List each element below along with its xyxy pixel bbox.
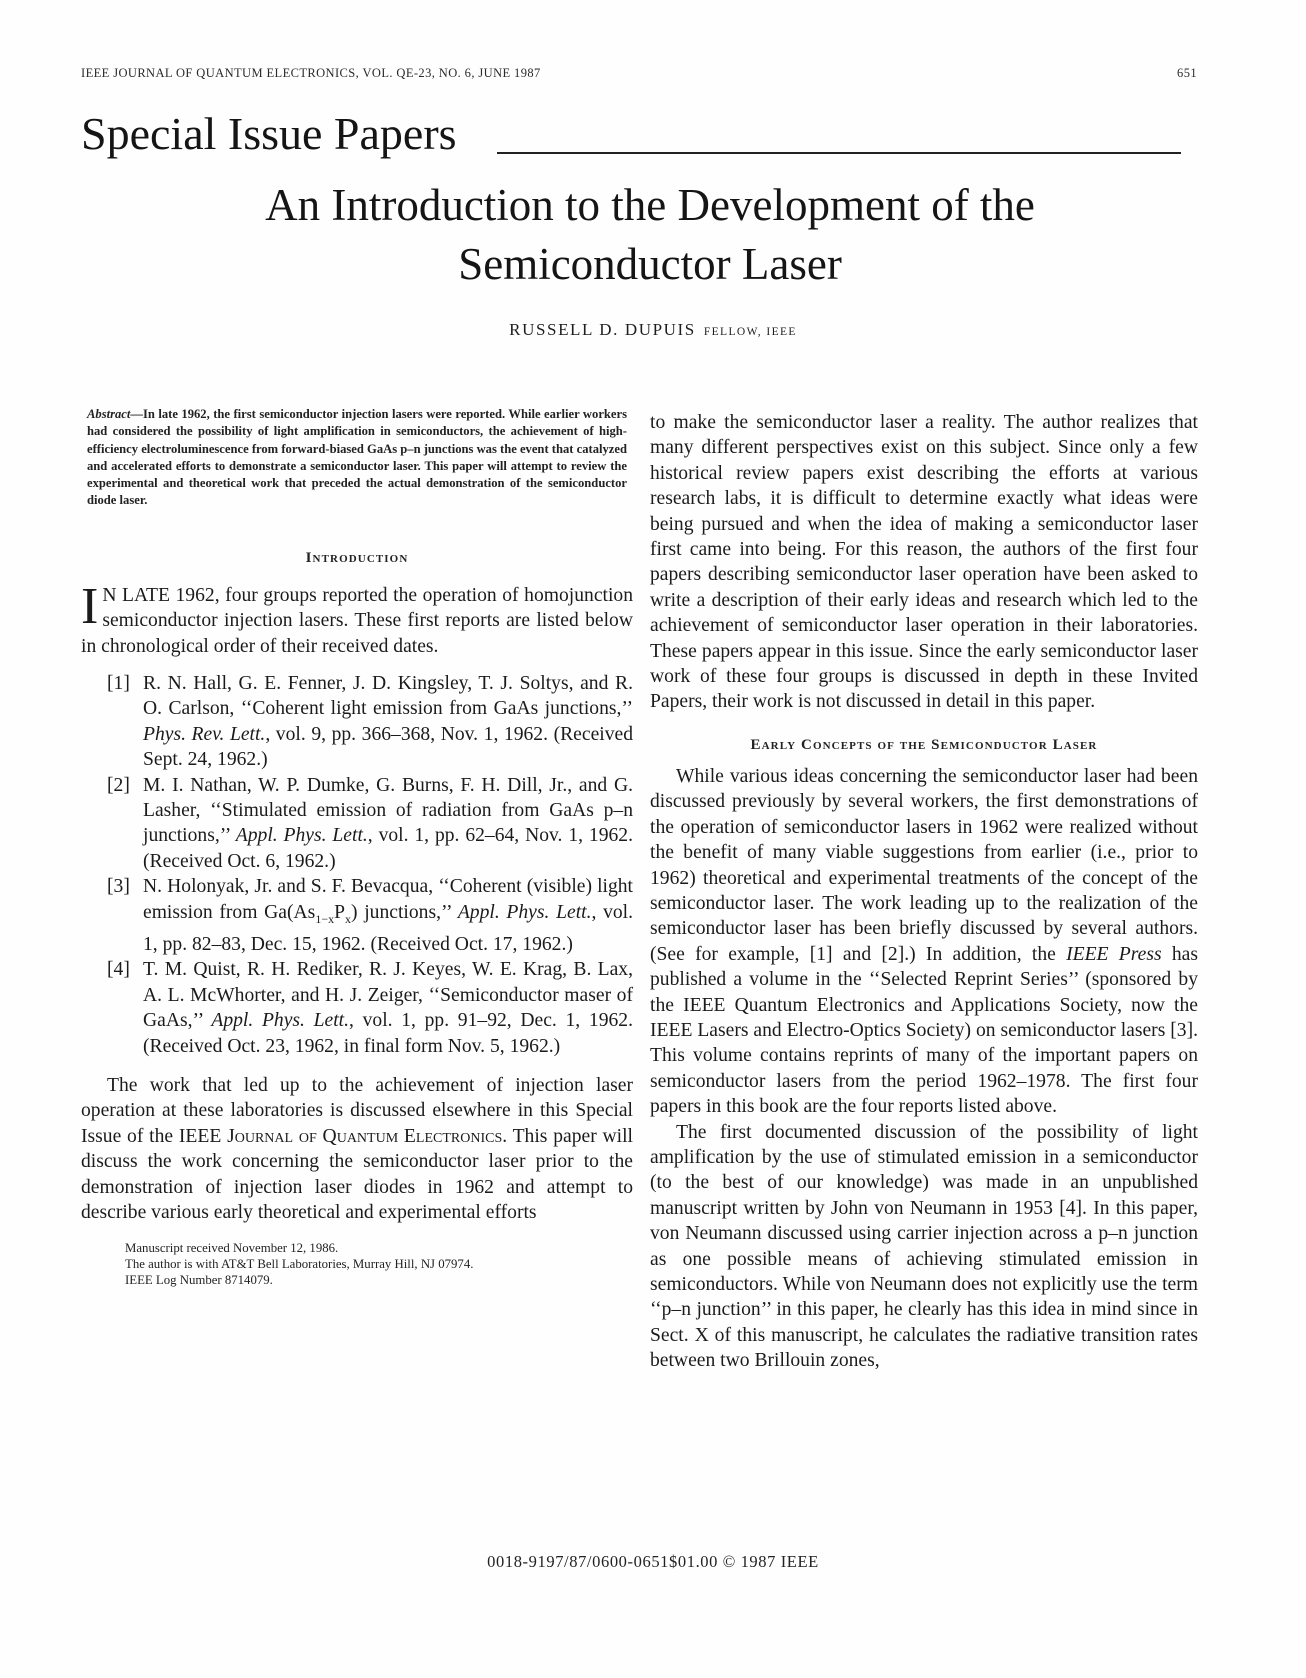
reference-details: , vol. 1, pp. 82–83, Dec. 15, 1962. (Received Oct. 17, 1962.) [143, 901, 634, 955]
section-heading-text: Special Issue Papers [81, 108, 457, 159]
right-column [650, 410, 1198, 1374]
footnote-affiliation: The author is with AT&T Bell Laboratories, Murray Hill, NJ 07974. [125, 1257, 474, 1272]
continuation-paragraph: to make the semiconductor laser a reality. The author realizes that many different perspectives exist on this subject. Since only a few historical review papers exist describing the efforts at various research labs, it is difficult to determine exactly what ideas were being pursued and when the idea of making a semiconductor laser first came into being. For this reason, the authors of the first four papers describing semiconductor laser operation have been asked to write a description of their early ideas and research which led to the achievement of semiconductor laser operation in their laboratories. These papers appear in this issue. Since the early semiconductor laser work of these four groups is discussed in depth in these Invited Papers, their work is not discussed in detail in this paper. [650, 412, 1198, 713]
formula-subscript: x [345, 911, 351, 926]
page-number: 651 [1177, 66, 1197, 80]
reference-text: N. Holonyak, Jr. and S. F. Bevacqua, ‘‘Coherent (visible) light emission from Ga(As [143, 876, 633, 923]
author-line [0, 320, 1306, 340]
journal-name-small-caps: Journal of Quantum Electronics [227, 1125, 503, 1147]
left-column [81, 406, 633, 1288]
reference-list [81, 671, 633, 1059]
abstract-text: In late 1962, the first semiconductor injection lasers were reported. While earlier workers had considered the possibility of light amplification in semiconductors, the achievement of high-efficiency electroluminescence from forward-biased GaAs p–n junctions was the event that catalyzed and accelerated efforts to demonstrate a semiconductor laser. This paper will attempt to review the experimental and theoretical work that preceded the actual demonstration of the semiconductor diode laser. [87, 407, 627, 508]
paper-title-line-2: Semiconductor Laser [458, 239, 842, 289]
reference-details: , vol. 1, pp. 91–92, Dec. 1, 1962. (Received Oct. 23, 1962, in final form Nov. 5, 1962.) [143, 1010, 633, 1057]
formula-element: P [334, 901, 345, 923]
footnote-log-number: IEEE Log Number 8714079. [125, 1272, 273, 1287]
author-membership: FELLOW, IEEE [703, 326, 797, 338]
intro-paragraph-2-text: The work that led up to the achievement of injection laser operation at these laboratories is discussed elsewhere in this Special Issue of the IEEE [81, 1075, 633, 1147]
reference-details: , vol. 9, pp. 366–368, Nov. 1, 1962. (Received Sept. 24, 1962.) [143, 723, 633, 771]
reference-text: M. I. Nathan, W. P. Dumke, G. Burns, F. H. Dill, Jr., and G. Lasher, ‘‘Stimulated emission of radiation from GaAs p–n junctions,’’ [143, 774, 633, 847]
intro-paragraph-1 [81, 577, 633, 659]
early-paragraph-1-text-cont: has published a volume in the ‘‘Selected Reprint Series’’ (sponsored by the IEEE Quantum Electronics and Applications Society, now the IEEE Lasers and Electro-Optics Society) on semiconductor lasers [3]. This volume contains reprints of many of the important papers on semiconductor lasers from the period 1962–1978. The first four papers in this book are the four reports listed above. [650, 943, 1198, 1118]
reference-journal: Appl. Phys. Lett. [211, 1010, 350, 1032]
intro-lead-caps: N LATE 1962, [102, 584, 220, 606]
section-heading-rule [497, 152, 1181, 154]
reference-number: [2] [107, 774, 130, 796]
copyright-footer: 0018-9197/87/0600-0651$01.00 © 1987 IEEE [487, 1552, 819, 1571]
abstract-label: Abstract [87, 407, 131, 421]
author-name: RUSSELL D. DUPUIS [509, 320, 696, 339]
footnote-received: Manuscript received November 12, 1986. [125, 1241, 339, 1256]
intro-paragraph-2 [81, 1073, 633, 1225]
section-heading [81, 108, 1181, 164]
reference-text-cont: ) junctions,’’ [351, 901, 458, 923]
reference-number: [4] [107, 959, 130, 981]
reference-number: [1] [107, 673, 130, 694]
intro-paragraph-2-text-cont: . This paper will discuss the work concerning the semiconductor laser prior to the demonstration of injection laser diodes in 1962 and attempt to describe various early theoretical and experimental efforts [81, 1125, 633, 1224]
reference-text: T. M. Quist, R. H. Rediker, R. J. Keyes, W. E. Krag, B. Lax, A. L. McWhorter, and H. J. Zeiger, ‘‘Semiconductor maser of GaAs,’’ [143, 959, 633, 1032]
early-paragraph-1-text: While various ideas concerning the semiconductor laser had been discussed previously by several workers, the first demonstrations of the operation of semiconductor lasers in 1962 were realized without the benefit of many viable suggestions from earlier (i.e., prior to 1962) theoretical and experimental treatments of the concept of the semiconductor laser. The work leading up to the realization of the semiconductor laser has been briefly discussed by several authors. (See for example, [1] and [2].) In addition, the [650, 765, 1198, 965]
abstract [81, 406, 633, 510]
introduction-heading: Introduction [305, 549, 409, 566]
paper-title [130, 176, 1170, 294]
running-head [81, 66, 1197, 86]
abstract-dash: — [130, 407, 143, 421]
reference-item [81, 874, 633, 957]
early-concepts-heading: Early Concepts of the Semiconductor Laser [750, 736, 1098, 753]
journal-citation: IEEE JOURNAL OF QUANTUM ELECTRONICS, VOL. QE-23, NO. 6, JUNE 1987 [81, 66, 541, 80]
reference-text: R. N. Hall, G. E. Fenner, J. D. Kingsley, T. J. Soltys, and R. O. Carlson, ‘‘Coherent light emission from GaAs junctions,’’ [143, 673, 633, 720]
reference-journal: Appl. Phys. Lett. [457, 901, 592, 923]
reference-journal: Appl. Phys. Lett. [235, 825, 368, 847]
reference-details: , vol. 1, pp. 62–64, Nov. 1, 1962. (Received Oct. 6, 1962.) [143, 825, 633, 872]
drop-cap: I [81, 577, 99, 635]
reference-journal: Phys. Rev. Lett. [143, 723, 266, 745]
reference-item [81, 671, 633, 773]
early-paragraph-1 [650, 764, 1198, 1120]
reference-item [81, 957, 633, 1059]
ieee-press-italic: IEEE Press [1066, 943, 1162, 965]
reference-number: [3] [107, 876, 130, 898]
paper-title-line-1: An Introduction to the Development of the [265, 180, 1035, 230]
early-paragraph-2: The first documented discussion of the possibility of light amplification by the use of stimulated emission in a semiconductor (to the best of our knowledge) was made in an unpublished manuscript written by John von Neumann in 1953 [4]. In this paper, von Neumann discussed using carrier injection across a p–n junction as one possible means of achieving stimulated emission in semiconductors. While von Neumann does not explicitly use the term ‘‘p–n junction’’ in this paper, he clearly has this idea in mind since in Sect. X of this manuscript, he calculates the radiative transition rates between two Brillouin zones, [650, 1121, 1198, 1372]
intro-paragraph-1-text: four groups reported the operation of homojunction semiconductor injection lasers. These first reports are listed below in chronological order of their received dates. [81, 584, 633, 657]
footnotes [81, 1241, 633, 1288]
reference-item [81, 773, 633, 875]
formula-subscript: 1−x [315, 911, 335, 926]
